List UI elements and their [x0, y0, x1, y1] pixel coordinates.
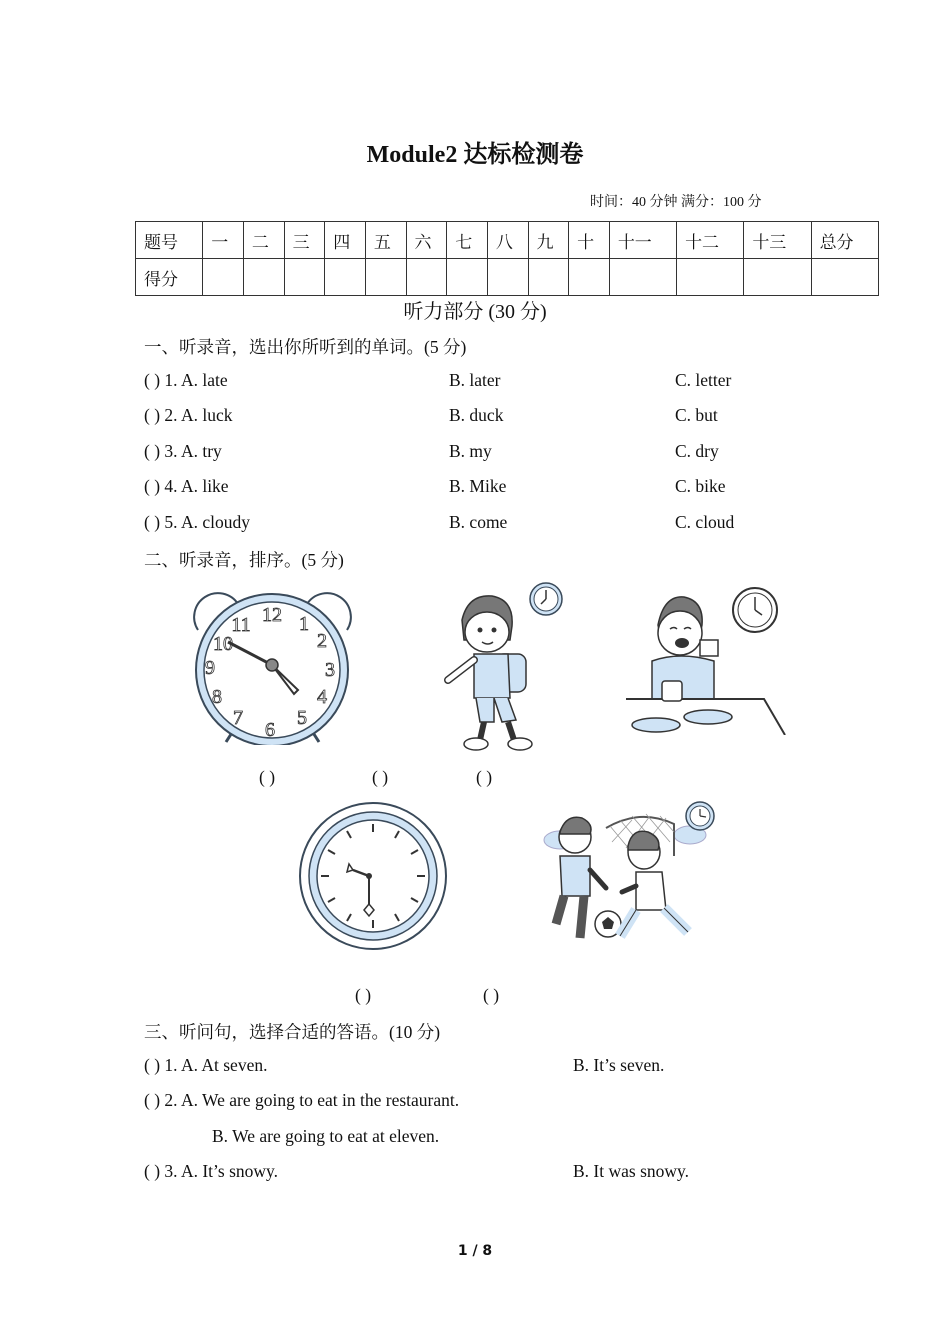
part3-q1-b: B. It’s seven.	[573, 1055, 665, 1075]
wall-clock-icon	[297, 800, 449, 952]
alarm-clock-icon	[190, 590, 355, 745]
score-cell[interactable]	[811, 259, 878, 296]
clock-number: 6	[265, 719, 275, 741]
part2-blank-1[interactable]: ( )	[259, 767, 276, 787]
part1-q5-a: ( ) 5. A. cloudy	[144, 512, 250, 532]
score-cell[interactable]	[677, 259, 744, 296]
part2-blank-5[interactable]: ( )	[483, 985, 500, 1005]
score-cell[interactable]	[744, 259, 811, 296]
header-cell: 三	[284, 222, 325, 259]
clock-number: 7	[233, 707, 243, 729]
score-cell[interactable]	[487, 259, 528, 296]
part1-q3-b: B. my	[449, 441, 492, 461]
part1-q1-a: ( ) 1. A. late	[144, 370, 228, 390]
boy-eating-breakfast-icon	[622, 585, 787, 735]
header-cell: 五	[365, 222, 406, 259]
score-cell[interactable]	[284, 259, 325, 296]
boy-with-backpack-icon	[438, 580, 568, 755]
clock-number: 4	[317, 686, 327, 708]
score-cell[interactable]	[609, 259, 676, 296]
header-cell: 总分	[811, 222, 878, 259]
part3-q2-a: ( ) 2. A. We are going to eat in the restaurant.	[144, 1090, 460, 1110]
clock-number: 8	[212, 686, 222, 708]
clock-number: 9	[205, 657, 215, 679]
clock-number: 5	[297, 707, 307, 729]
row-label: 得分	[136, 259, 203, 296]
header-cell: 九	[528, 222, 569, 259]
clock-number: 12	[262, 604, 282, 626]
header-cell: 二	[243, 222, 284, 259]
part3-q3-b: B. It was snowy.	[573, 1161, 690, 1181]
part1-q3-a: ( ) 3. A. try	[144, 441, 222, 461]
clock-number: 2	[317, 630, 327, 652]
page-title: Module2 达标检测卷	[366, 142, 584, 168]
score-cell[interactable]	[365, 259, 406, 296]
score-cell[interactable]	[243, 259, 284, 296]
score-cell[interactable]	[569, 259, 610, 296]
header-cell: 八	[487, 222, 528, 259]
part3-q1-a: ( ) 1. A. At seven.	[144, 1055, 268, 1075]
header-cell: 七	[447, 222, 488, 259]
header-cell: 十一	[609, 222, 676, 259]
part2-heading: 二、听录音，排序。(5 分)	[144, 550, 344, 570]
clock-number: 3	[325, 659, 335, 681]
clock-number: 11	[231, 614, 251, 636]
exam-meta: 时间：40 分钟 满分：100 分	[590, 195, 762, 210]
part2-blank-3[interactable]: ( )	[476, 767, 493, 787]
score-cell[interactable]	[203, 259, 244, 296]
score-cell[interactable]	[447, 259, 488, 296]
part1-q5-b: B. come	[449, 512, 508, 532]
part3-heading: 三、听问句，选择合适的答语。(10 分)	[144, 1022, 441, 1042]
header-cell: 十	[569, 222, 610, 259]
boys-playing-football-icon	[540, 800, 720, 950]
header-cell: 六	[406, 222, 447, 259]
part1-q3-c: C. dry	[675, 441, 719, 461]
part1-q4-a: ( ) 4. A. like	[144, 476, 229, 496]
part2-blank-4[interactable]: ( )	[355, 985, 372, 1005]
header-cell: 四	[325, 222, 366, 259]
score-cell[interactable]	[325, 259, 366, 296]
score-table-header-row	[136, 222, 879, 259]
part1-q5-c: C. cloud	[675, 512, 735, 532]
part1-q2-c: C. but	[675, 405, 718, 425]
header-cell: 十二	[677, 222, 744, 259]
score-table	[135, 221, 879, 296]
part3-q2-b: B. We are going to eat at eleven.	[212, 1126, 440, 1146]
part2-blank-2[interactable]: ( )	[372, 767, 389, 787]
part1-q2-a: ( ) 2. A. luck	[144, 405, 233, 425]
header-cell: 十三	[744, 222, 811, 259]
score-cell[interactable]	[528, 259, 569, 296]
part1-q4-b: B. Mike	[449, 476, 507, 496]
part1-q2-b: B. duck	[449, 405, 504, 425]
header-cell: 一	[203, 222, 244, 259]
page-number: 1 / 8	[457, 1243, 493, 1259]
score-cell[interactable]	[406, 259, 447, 296]
part1-q4-c: C. bike	[675, 476, 726, 496]
part1-q1-b: B. later	[449, 370, 501, 390]
part1-heading: 一、听录音，选出你所听到的单词。(5 分)	[144, 337, 467, 357]
part3-q3-a: ( ) 3. A. It’s snowy.	[144, 1161, 279, 1181]
clock-number: 1	[299, 613, 309, 635]
part1-q1-c: C. letter	[675, 370, 732, 390]
header-cell: 题号	[136, 222, 203, 259]
clock-number: 10	[213, 633, 233, 655]
listening-title: 听力部分 (30 分)	[403, 301, 547, 323]
score-table-score-row	[136, 259, 879, 296]
